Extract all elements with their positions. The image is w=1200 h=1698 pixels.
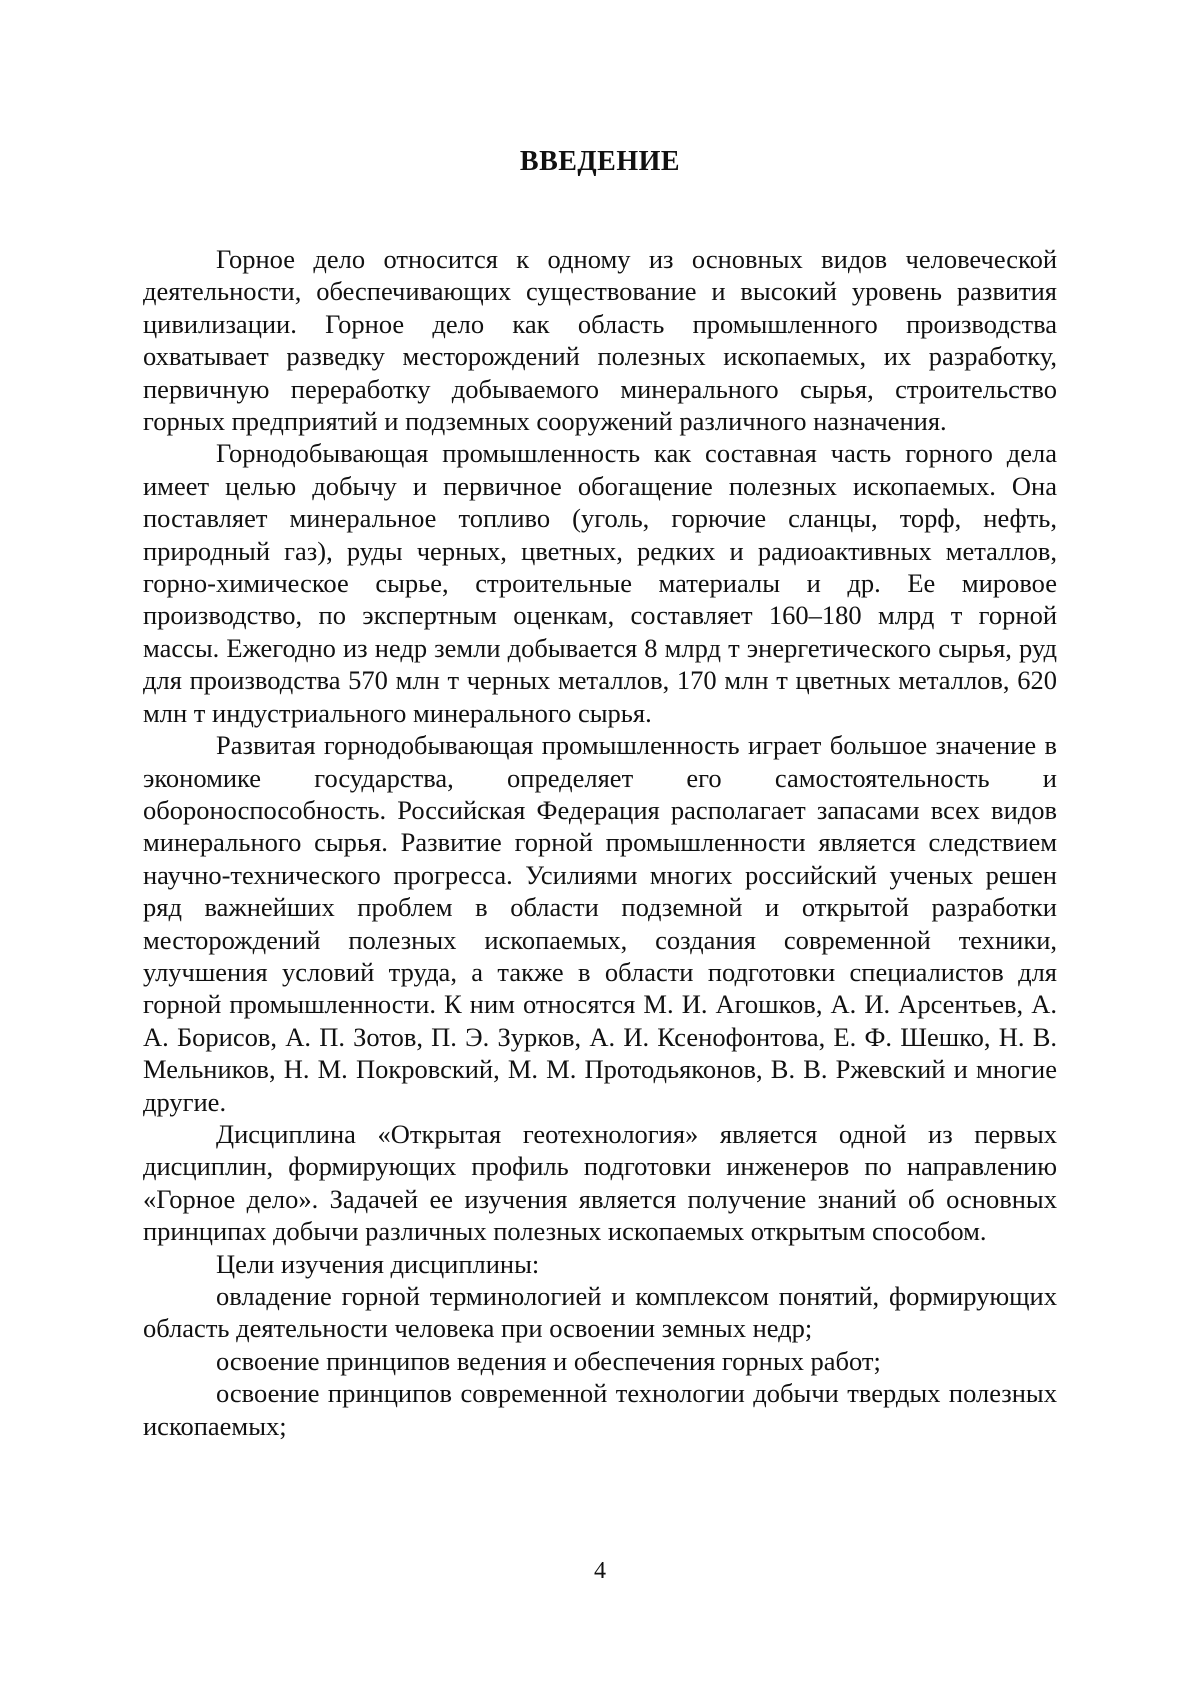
goal-item-terminology: овладение горной терминологией и комплексом понятий, формирующих область деятельности человека при освоении земных недр; <box>143 1280 1057 1345</box>
paragraph-mining-industry: Горнодобывающая промышленность как составная часть горного дела имеет целью добычу и первичное обогащение полезных ископаемых. Она поставляет минеральное топливо (уголь, горючие сланцы, торф, нефть, природный газ), руды черных, цветных, редких и радиоактивных металлов, горно-химическое сырье, строительные материалы и др. Ее мировое производство, по экспертным оценкам, составляет 160–180 млрд т горной массы. Ежегодно из недр земли добывается 8 млрд т энергетического сырья, руд для производства 570 млн т черных металлов, 170 млн т цветных металлов, 620 млн т индустриального минерального сырья. <box>143 437 1057 729</box>
paragraph-goals-heading: Цели изучения дисциплины: <box>143 1248 1057 1280</box>
goal-item-technology: освоение принципов современной технологии добычи твердых полезных ископаемых; <box>143 1377 1057 1442</box>
body-text <box>143 243 1057 1442</box>
page-number: 4 <box>0 1558 1200 1585</box>
section-title: ВВЕДЕНИЕ <box>0 146 1200 178</box>
paragraph-mining-definition: Горное дело относится к одному из основных видов человеческой деятельности, обеспечивающих существование и высокий уровень развития цивилизации. Горное дело как область промышленного производства охватывает разведку месторождений полезных ископаемых, их разработку, первичную переработку добываемого минерального сырья, строительство горных предприятий и подземных сооружений различного назначения. <box>143 243 1057 437</box>
goal-item-principles: освоение принципов ведения и обеспечения горных работ; <box>143 1345 1057 1377</box>
paragraph-russian-mining: Развитая горнодобывающая промышленность играет большое значение в экономике государства, определяет его самостоятельность и обороноспособность. Российская Федерация располагает запасами всех видов минерального сырья. Развитие горной промышленности является следствием научно-технического прогресса. Усилиями многих российский ученых решен ряд важнейших проблем в области подземной и открытой разработки месторождений полезных ископаемых, создания современной техники, улучшения условий труда, а также в области подготовки специалистов для горной промышленности. К ним относятся М. И. Агошков, А. И. Арсентьев, А. А. Борисов, А. П. Зотов, П. Э. Зурков, А. И. Ксенофонтова, Е. Ф. Шешко, Н. В. Мельников, Н. М. Покровский, М. М. Протодьяконов, В. В. Ржевский и многие другие. <box>143 729 1057 1118</box>
paragraph-discipline: Дисциплина «Открытая геотехнология» является одной из первых дисциплин, формирующих профиль подготовки инженеров по направлению «Горное дело». Задачей ее изучения является получение знаний об основных принципах добычи различных полезных ископаемых открытым способом. <box>143 1118 1057 1248</box>
document-page <box>0 0 1200 1698</box>
